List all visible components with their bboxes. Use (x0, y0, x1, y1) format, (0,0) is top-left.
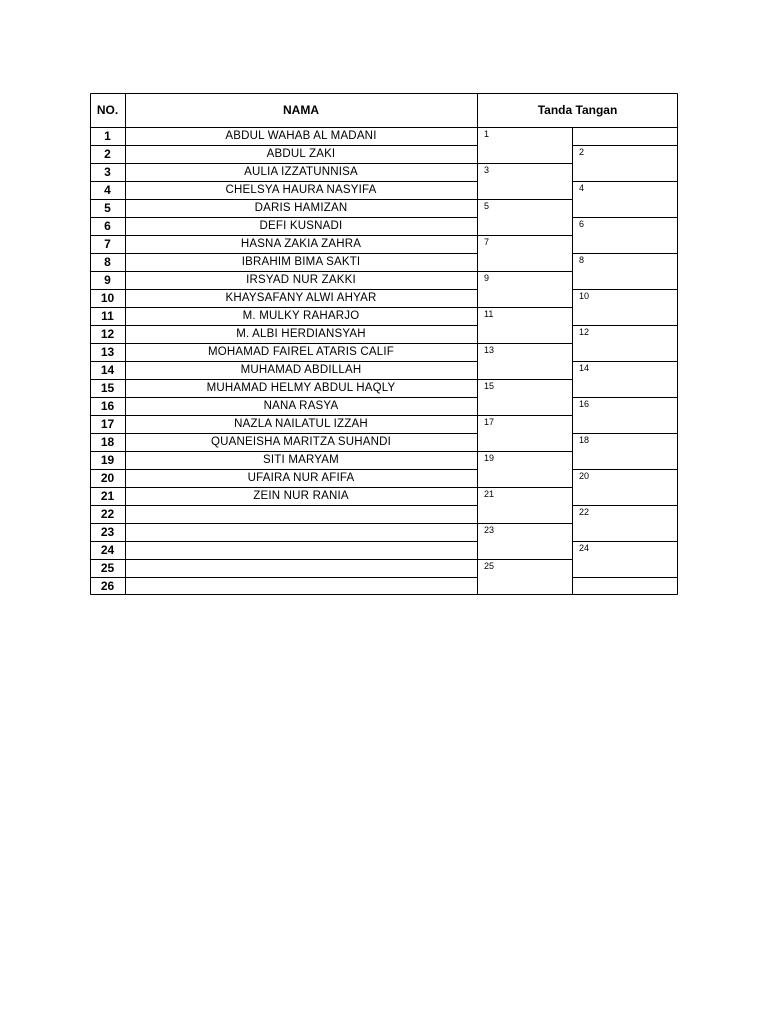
signature-slot-number: 24 (579, 543, 590, 553)
student-name: NAZLA NAILATUL IZZAH (234, 418, 368, 430)
student-name: DARIS HAMIZAN (254, 202, 348, 214)
student-name: NANA RASYA (263, 400, 339, 412)
signature-slot-number: 19 (484, 453, 495, 463)
student-name: M. MULKY RAHARJO (242, 310, 360, 322)
student-name: ABDUL ZAKI (266, 148, 336, 160)
signature-slot-number: 23 (484, 525, 495, 535)
row-number: 26 (100, 579, 115, 593)
student-name: IBRAHIM BIMA SAKTI (241, 256, 361, 268)
signature-slot-number: 15 (484, 381, 495, 391)
signature-slot-number: 25 (484, 561, 495, 571)
student-name: IRSYAD NUR ZAKKI (246, 274, 356, 286)
row-number: 12 (100, 327, 115, 341)
student-name: AULIA IZZATUNNISA (244, 166, 358, 178)
signature-slot-number: 8 (579, 255, 585, 265)
student-name (125, 577, 477, 595)
student-name (125, 523, 477, 541)
student-name: ABDUL WAHAB AL MADANI (225, 130, 377, 142)
signature-slot-number: 3 (484, 165, 490, 175)
row-number: 10 (100, 291, 115, 305)
row-number: 14 (100, 363, 115, 377)
student-name: MUHAMAD HELMY ABDUL HAQLY (206, 382, 396, 394)
signature-slot-number: 22 (579, 507, 590, 517)
signature-slot-number: 9 (484, 273, 490, 283)
row-number: 16 (100, 399, 115, 413)
student-name: HASNA ZAKIA ZAHRA (240, 238, 362, 250)
row-number: 17 (100, 417, 115, 431)
signature-slot-number: 14 (579, 363, 590, 373)
signature-slot-number: 12 (579, 327, 590, 337)
row-number: 25 (100, 561, 115, 575)
row-number: 24 (100, 543, 115, 557)
student-name: MUHAMAD ABDILLAH (240, 364, 362, 376)
student-name: DEFI KUSNADI (259, 220, 343, 232)
student-name (125, 541, 477, 559)
signature-slot-number: 17 (484, 417, 495, 427)
signature-slot-number: 7 (484, 237, 490, 247)
student-name: ZEIN NUR RANIA (253, 490, 349, 502)
signature-slot-number: 13 (484, 345, 495, 355)
signature-slot-number: 1 (484, 129, 490, 139)
row-number: 9 (104, 273, 111, 287)
signature-slot-number: 21 (484, 489, 495, 499)
row-number: 2 (104, 147, 111, 161)
student-name: UFAIRA NUR AFIFA (247, 472, 355, 484)
student-name: KHAYSAFANY ALWI AHYAR (225, 292, 377, 304)
row-number: 19 (100, 453, 115, 467)
header-signature: Tanda Tangan (537, 103, 618, 117)
student-name: CHELSYA HAURA NASYIFA (225, 184, 377, 196)
signature-slot-number: 4 (579, 183, 585, 193)
row-number: 3 (104, 165, 111, 179)
signature-slot-number: 5 (484, 201, 490, 211)
row-number: 20 (100, 471, 115, 485)
student-name: M. ALBI HERDIANSYAH (236, 328, 366, 340)
signature-slot-number: 20 (579, 471, 590, 481)
row-number: 21 (100, 489, 115, 503)
student-name (125, 559, 477, 577)
row-number: 11 (101, 309, 114, 323)
signature-slot-number: 16 (579, 399, 590, 409)
student-name: SITI MARYAM (263, 454, 339, 466)
row-number: 8 (104, 255, 111, 269)
student-name: QUANEISHA MARITZA SUHANDI (210, 436, 392, 448)
signature-slot-number: 11 (484, 309, 494, 319)
header-name: NAMA (283, 103, 319, 117)
row-number: 5 (104, 201, 111, 215)
header-no: NO. (96, 103, 119, 117)
row-number: 6 (104, 219, 111, 233)
row-number: 15 (100, 381, 115, 395)
signature-slot-number: 18 (579, 435, 590, 445)
row-number: 23 (100, 525, 115, 539)
row-number: 13 (100, 345, 115, 359)
row-number: 18 (100, 435, 115, 449)
row-number: 1 (104, 129, 111, 143)
signature-slot-number: 10 (579, 291, 590, 301)
student-name: MOHAMAD FAIREL ATARIS CALIF (207, 346, 395, 358)
signature-slot-number: 6 (579, 219, 585, 229)
row-number: 7 (104, 237, 111, 251)
signature-slot-number: 2 (579, 147, 585, 157)
student-name (125, 505, 477, 523)
row-number: 22 (100, 507, 115, 521)
row-number: 4 (104, 183, 111, 197)
attendance-table (90, 93, 678, 598)
